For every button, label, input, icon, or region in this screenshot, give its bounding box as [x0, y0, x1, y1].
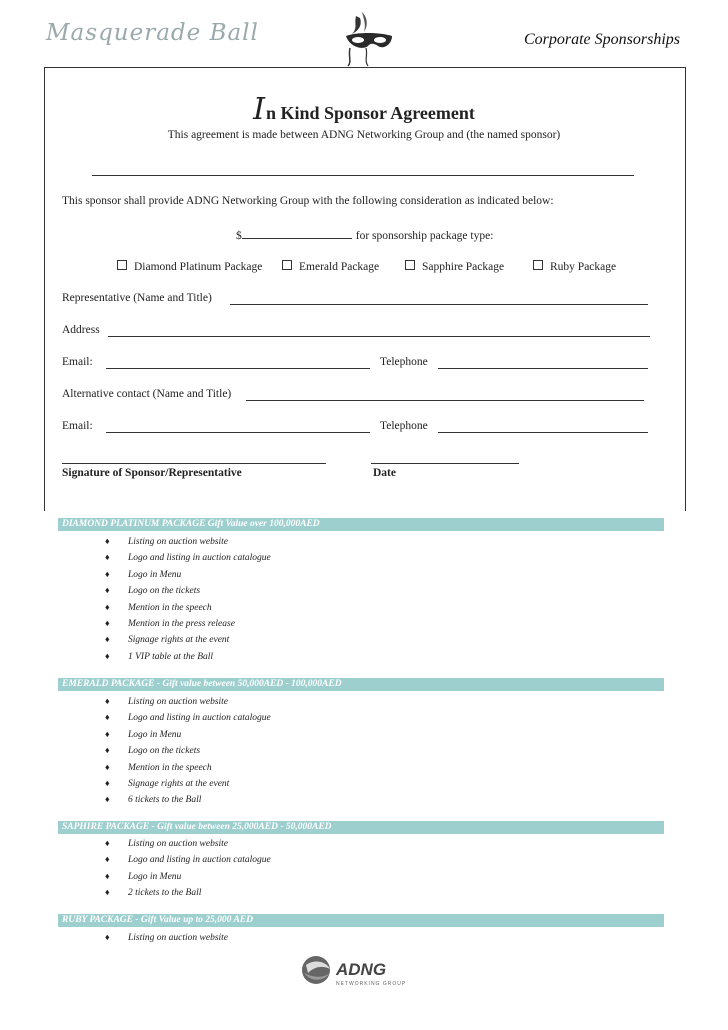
diamond-bullet-icon: ♦ [105, 870, 110, 881]
checkbox-icon[interactable] [282, 260, 292, 270]
alt-telephone-label: Telephone [380, 420, 428, 432]
email-label: Email: [62, 356, 93, 368]
list-item: ♦ Logo in Menu [105, 868, 271, 884]
package-header-diamond: DIAMOND PLATINUM PACKAGE Gift Value over 100,000AED [58, 518, 664, 531]
diamond-bullet-icon: ♦ [105, 854, 110, 865]
date-field[interactable] [371, 463, 519, 464]
list-item: ♦ Logo in Menu [105, 726, 271, 742]
list-item: ♦ Mention in the speech [105, 599, 271, 615]
diamond-bullet-icon: ♦ [105, 712, 110, 723]
amount-row [236, 228, 493, 242]
diamond-bullet-icon: ♦ [105, 568, 110, 579]
signature-field[interactable] [62, 463, 326, 464]
date-label: Date [373, 467, 396, 479]
alt-email-field[interactable] [106, 432, 370, 433]
list-item: ♦ Logo in Menu [105, 566, 271, 582]
diamond-bullet-icon: ♦ [105, 585, 110, 596]
checkbox-icon[interactable] [533, 260, 543, 270]
list-item: ♦ Listing on auction website [105, 693, 271, 709]
diamond-bullet-icon: ♦ [105, 552, 110, 563]
alt-telephone-field[interactable] [438, 432, 648, 433]
package-list-diamond [105, 533, 271, 664]
diamond-bullet-icon: ♦ [105, 728, 110, 739]
diamond-bullet-icon: ♦ [105, 838, 110, 848]
diamond-bullet-icon: ♦ [105, 777, 110, 788]
diamond-bullet-icon: ♦ [105, 696, 110, 706]
list-item: ♦ Logo on the tickets [105, 582, 271, 598]
list-item: ♦ Signage rights at the event [105, 775, 271, 791]
amount-field[interactable] [242, 228, 352, 239]
checkbox-icon[interactable] [405, 260, 415, 270]
section-title: Corporate Sponsorships [523, 31, 680, 48]
checkbox-icon[interactable] [117, 260, 127, 270]
package-option-diamond[interactable]: Diamond Platinum Package [117, 260, 262, 273]
package-header-sapphire: SAPHIRE PACKAGE - Gift value between 25,000AED - 50,000AED [58, 821, 664, 834]
diamond-bullet-icon: ♦ [105, 794, 110, 805]
agreement-title [0, 92, 728, 127]
adng-logo [300, 953, 418, 988]
telephone-label: Telephone [380, 356, 428, 368]
address-field[interactable] [108, 336, 650, 337]
alt-email-label: Email: [62, 420, 93, 432]
list-item: ♦ Mention in the press release [105, 615, 271, 631]
signature-label: Signature of Sponsor/Representative [62, 467, 242, 479]
title-rest: n Kind Sponsor Agreement [265, 103, 475, 123]
package-list-ruby [105, 929, 228, 945]
package-list-emerald [105, 693, 271, 808]
representative-field[interactable] [230, 304, 648, 305]
list-item: ♦ Mention in the speech [105, 759, 271, 775]
email-field[interactable] [106, 368, 370, 369]
diamond-bullet-icon: ♦ [105, 932, 110, 942]
amount-suffix: for sponsorship package type: [355, 230, 494, 242]
list-item: ♦ 2 tickets to the Ball [105, 884, 271, 900]
sponsor-name-line[interactable] [92, 175, 634, 176]
package-header-ruby: RUBY PACKAGE - Gift Value up to 25,000 AED [58, 914, 664, 927]
consideration-text: This sponsor shall provide ADNG Networking Group with the following consideration as indicated below: [62, 195, 554, 207]
title-initial: I [253, 92, 265, 127]
telephone-field[interactable] [438, 368, 648, 369]
diamond-bullet-icon: ♦ [105, 536, 110, 546]
diamond-bullet-icon: ♦ [105, 745, 110, 756]
list-item: ♦ Logo on the tickets [105, 742, 271, 758]
logo-subtext: NETWORKING GROUP [336, 981, 407, 987]
agreement-intro: This agreement is made between ADNG Networking Group and (the named sponsor) [167, 129, 561, 141]
list-item: ♦ Listing on auction website [105, 835, 271, 851]
package-option-sapphire[interactable]: Sapphire Package [405, 260, 504, 273]
diamond-bullet-icon: ♦ [105, 761, 110, 772]
diamond-bullet-icon: ♦ [105, 617, 110, 628]
package-option-emerald[interactable]: Emerald Package [282, 260, 379, 273]
alt-contact-field[interactable] [246, 400, 644, 401]
list-item: ♦ Logo and listing in auction catalogue [105, 851, 271, 867]
logo-text: ADNG [336, 960, 387, 979]
diamond-bullet-icon: ♦ [105, 887, 110, 898]
diamond-bullet-icon: ♦ [105, 650, 110, 661]
package-option-ruby[interactable]: Ruby Package [533, 260, 616, 273]
representative-label: Representative (Name and Title) [62, 292, 212, 304]
masquerade-mask-icon [338, 10, 398, 68]
brand-title: Masquerade Ball [46, 20, 259, 46]
list-item: ♦ 6 tickets to the Ball [105, 791, 271, 807]
list-item: ♦ Listing on auction website [105, 533, 271, 549]
amount-prefix: $ [236, 230, 242, 242]
alt-contact-label: Alternative contact (Name and Title) [62, 388, 232, 400]
address-label: Address [62, 324, 100, 336]
diamond-bullet-icon: ♦ [105, 634, 110, 645]
diamond-bullet-icon: ♦ [105, 601, 110, 612]
package-list-sapphire [105, 835, 271, 901]
list-item: ♦ Listing on auction website [105, 929, 228, 945]
list-item: ♦ Signage rights at the event [105, 631, 271, 647]
list-item: ♦ Logo and listing in auction catalogue [105, 709, 271, 725]
list-item: ♦ Logo and listing in auction catalogue [105, 549, 271, 565]
package-header-emerald: EMERALD PACKAGE - Gift value between 50,000AED - 100,000AED [58, 678, 664, 691]
list-item: ♦ 1 VIP table at the Ball [105, 648, 271, 664]
